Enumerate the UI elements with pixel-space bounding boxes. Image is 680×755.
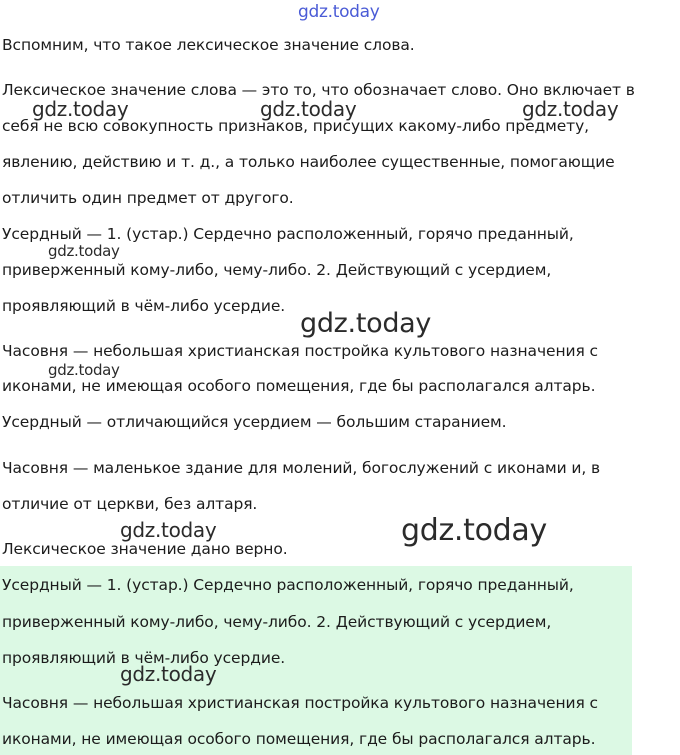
chasovnya-dict-line: Часовня — небольшая христианская постройка культового назначения с [2, 342, 598, 360]
watermark: gdz.today [48, 242, 120, 260]
watermark: gdz.today [120, 518, 217, 542]
chasovnya-text-line: Часовня — маленькое здание для молений, богослужений с иконами и, в [2, 459, 601, 477]
answer-line: иконами, не имеющая особого помещения, где бы располагался алтарь. [2, 730, 596, 748]
watermark: gdz.today [522, 97, 619, 121]
answer-line: Часовня — небольшая христианская постройка культового назначения с [2, 694, 598, 712]
definition-line: отличить один предмет от другого. [2, 189, 294, 207]
watermark: gdz.today [120, 662, 217, 686]
answer-line: приверженный кому-либо, чему-либо. 2. Действующий с усердием, [2, 613, 552, 631]
watermark: gdz.today [401, 513, 547, 548]
watermark: gdz.today [300, 308, 432, 339]
intro-text: Вспомним, что такое лексическое значение слова. [2, 36, 415, 54]
answer-line: Усердный — 1. (устар.) Сердечно расположенный, горячо преданный, [2, 576, 574, 594]
definition-line: явлению, действию и т. д., а только наиболее существенные, помогающие [2, 153, 615, 171]
chasovnya-text-line: отличие от церкви, без алтаря. [2, 495, 258, 513]
watermark: gdz.today [48, 361, 120, 379]
userdny-text: Усердный — отличающийся усердием — большим старанием. [2, 413, 507, 431]
definition-line: себя не всю совокупность признаков, присущих какому-либо предмету, [2, 117, 589, 135]
chasovnya-dict-line: иконами, не имеющая особого помещения, где бы располагался алтарь. [2, 377, 596, 395]
userdny-dict-line: приверженный кому-либо, чему-либо. 2. Действующий с усердием, [2, 261, 552, 279]
userdny-dict-line: Усердный — 1. (устар.) Сердечно расположенный, горячо преданный, [2, 225, 574, 243]
watermark: gdz.today [32, 97, 129, 121]
definition-line: Лексическое значение слова — это то, что обозначает слово. Оно включает в [2, 81, 635, 99]
watermark: gdz.today [260, 97, 357, 121]
conclusion-text: Лексическое значение дано верно. [2, 540, 288, 558]
answer-line: проявляющий в чём-либо усердие. [2, 649, 286, 667]
watermark-top: gdz.today [298, 2, 380, 22]
userdny-dict-line: проявляющий в чём-либо усердие. [2, 297, 286, 315]
